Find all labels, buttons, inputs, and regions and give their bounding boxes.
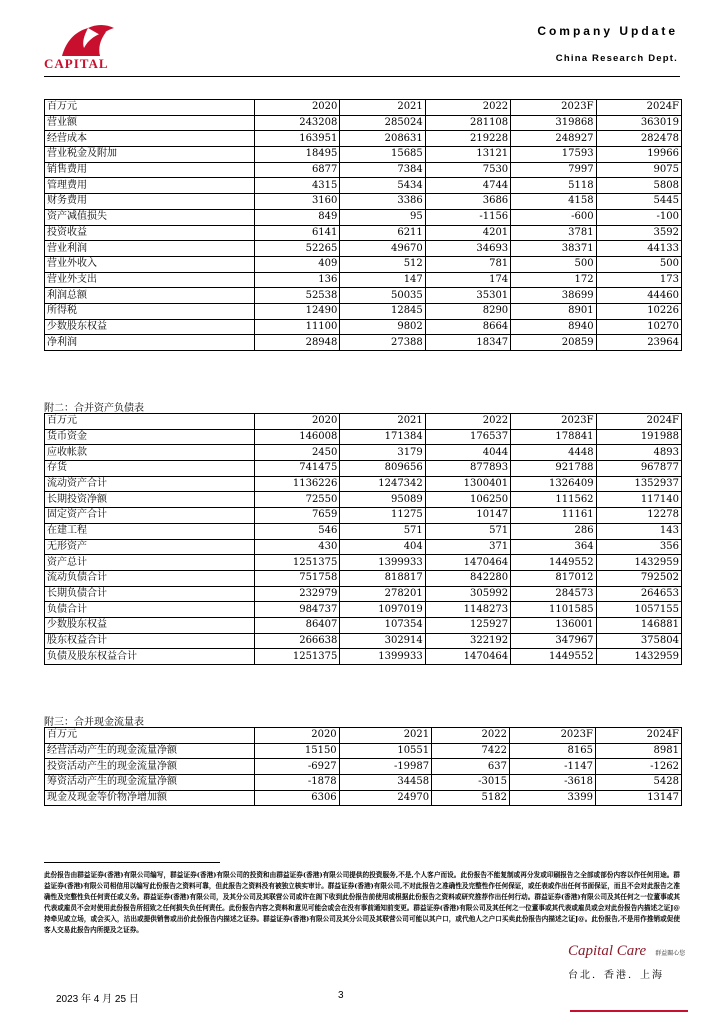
table-cell: 107354 <box>340 617 425 633</box>
table-cell: 8940 <box>511 319 596 335</box>
table-cell: 1251375 <box>255 649 340 665</box>
table-cell: 49670 <box>340 241 425 257</box>
table-cell: 38371 <box>511 241 596 257</box>
year-header: 2020 <box>255 414 340 430</box>
year-header: 2020 <box>255 100 340 116</box>
table-row <box>45 225 682 241</box>
capital-bird-icon <box>44 22 134 58</box>
table-cell: 3781 <box>511 225 596 241</box>
row-label: 营业税金及附加 <box>45 147 255 163</box>
table-row <box>45 633 682 649</box>
table-cell: 7530 <box>425 162 510 178</box>
year-header: 2022 <box>425 414 510 430</box>
row-label: 经营活动产生的现金流量净额 <box>45 743 255 759</box>
unit-label: 百万元 <box>45 728 255 744</box>
row-label: 营业额 <box>45 115 255 131</box>
footnote-divider <box>44 862 220 863</box>
table-row <box>45 649 682 665</box>
row-label: 筹资活动产生的现金流量净额 <box>45 775 255 791</box>
table-cell: 174 <box>425 272 510 288</box>
row-label: 存货 <box>45 461 255 477</box>
table-cell: 741475 <box>255 461 340 477</box>
table-cell: 967877 <box>596 461 681 477</box>
table-cell: 95089 <box>340 492 425 508</box>
table-cell: 817012 <box>511 570 596 586</box>
table-cell: 13121 <box>425 147 510 163</box>
table-cell: 5434 <box>340 178 425 194</box>
table-cell: -600 <box>511 209 596 225</box>
table-cell: 356 <box>596 539 681 555</box>
brand-cities: 台北．香港．上海 <box>568 970 664 981</box>
table-cell: 3686 <box>425 194 510 210</box>
table-cell: 27388 <box>340 335 425 351</box>
table-cell: 52265 <box>255 241 340 257</box>
row-label: 现金及现金等价物净增加额 <box>45 790 255 806</box>
disclaimer-text: 此份报告由群益证券(香港)有限公司编写，群益证券(香港)有限公司的投资和由群益证券(香港)有限公司提供的投资服务,不是,个人客户而设。此份报告不能复制或再分发或印刷报告之全部或部份内容以作任何用途。群益证券(香港)有限公司相信用以编写此份报告之资料可靠，但此报告之资料没有被独立核实审计。群益证券(香港)有限公司,不对此报告之准确性及完整性作任何保证，或任表或作出任何书面保证，而且不会对此报告之准确性及完整性负任何责任或义务。群益证券(香港)有限公司，及其分公司及其联营公司或许在阁下收到此份报告前使用或根据此份报告之资料或研究推荐作出任何行动。群益证券(香港)有限公司及其任何之一位董事或其代表或雇员不会对使用此份报告所招致之任何损失负任何责任。此份报告内容之资料和意见可能会或会在没有事前通知前变更。群益证券(香港)有限公司及其任何之一位董事或其代表或雇员或会对此份报告内描述之证J@持牵见或立场，或会买入，沽出或提供销售或出价此份报告内描述之证券。群益证券(香港)有限公司及其分公司及其联营公司可能以其户口，或代他人之户口买卖此份报告内描述之证J@。此份报告,不是用作推销或促使客人交易此报告内所提及之证券。 <box>44 871 680 934</box>
table-cell: 4158 <box>511 194 596 210</box>
table-cell: 5445 <box>596 194 681 210</box>
row-label: 流动负债合计 <box>45 570 255 586</box>
table-cell: 3160 <box>255 194 340 210</box>
table-row <box>45 570 682 586</box>
table-cell: 219228 <box>425 131 510 147</box>
row-label: 投资收益 <box>45 225 255 241</box>
table-cell: 4448 <box>511 445 596 461</box>
table-cell: 44460 <box>596 288 681 304</box>
table-cell: 500 <box>596 256 681 272</box>
table-cell: 13147 <box>595 790 681 806</box>
table-cell: 849 <box>255 209 340 225</box>
table-cell: 322192 <box>425 633 510 649</box>
table-cell: 15150 <box>255 743 340 759</box>
brand-script: Capital Care <box>568 943 647 959</box>
table-row <box>45 461 682 477</box>
table-cell: -19987 <box>339 759 431 775</box>
table-cell: 571 <box>340 523 425 539</box>
table-row <box>45 256 682 272</box>
table-row <box>45 335 682 351</box>
year-header: 2021 <box>339 728 431 744</box>
table-cell: 3386 <box>340 194 425 210</box>
table-cell: 173 <box>596 272 681 288</box>
table-cell: 72550 <box>255 492 340 508</box>
table-cell: 1449552 <box>511 649 596 665</box>
table-cell: 278201 <box>340 586 425 602</box>
header-subtitle: China Research Dept. <box>555 53 678 64</box>
header-divider <box>44 76 680 77</box>
row-label: 经营成本 <box>45 131 255 147</box>
table-cell: 1432959 <box>596 555 681 571</box>
table-cell: 512 <box>340 256 425 272</box>
table-cell: 243208 <box>255 115 340 131</box>
table-row <box>45 319 682 335</box>
table-cell: 921788 <box>511 461 596 477</box>
balance-sheet-table <box>44 413 682 665</box>
table-cell: 3592 <box>596 225 681 241</box>
table-cell: 5428 <box>595 775 681 791</box>
table-cell: 5118 <box>511 178 596 194</box>
header-title: Company Update <box>537 24 678 38</box>
balance-sheet-title: 附二：合并资产负债表 <box>44 403 144 414</box>
row-label: 长期负债合计 <box>45 586 255 602</box>
table-cell: 409 <box>255 256 340 272</box>
table-cell: 35301 <box>425 288 510 304</box>
table-row <box>45 147 682 163</box>
table-cell: 1352937 <box>596 476 681 492</box>
table-cell: 364 <box>511 539 596 555</box>
table-cell: 18347 <box>425 335 510 351</box>
table-row <box>45 790 682 806</box>
table-cell: 23964 <box>596 335 681 351</box>
row-label: 资产减值损失 <box>45 209 255 225</box>
table-cell: 5182 <box>432 790 510 806</box>
table-cell: 8981 <box>595 743 681 759</box>
table-cell: 818817 <box>340 570 425 586</box>
row-label: 财务费用 <box>45 194 255 210</box>
table-cell: 7384 <box>340 162 425 178</box>
table-cell: 7997 <box>511 162 596 178</box>
table-cell: 8165 <box>509 743 595 759</box>
table-row <box>45 602 682 618</box>
table-row <box>45 759 682 775</box>
table-cell: 4893 <box>596 445 681 461</box>
table-cell: 172 <box>511 272 596 288</box>
table-cell: 1097019 <box>340 602 425 618</box>
unit-label: 百万元 <box>45 100 255 116</box>
table-cell: 10226 <box>596 303 681 319</box>
table-cell: 50035 <box>340 288 425 304</box>
table-cell: 136 <box>255 272 340 288</box>
year-header: 2022 <box>425 100 510 116</box>
table-cell: 1470464 <box>425 649 510 665</box>
table-cell: 163951 <box>255 131 340 147</box>
table-row <box>45 539 682 555</box>
table-row <box>45 617 682 633</box>
logo-text: CAPITAL <box>44 56 109 71</box>
table-cell: 44133 <box>596 241 681 257</box>
table-cell: 266638 <box>255 633 340 649</box>
table-cell: 371 <box>425 539 510 555</box>
table-cell: 11161 <box>511 508 596 524</box>
table-cell: -1878 <box>255 775 340 791</box>
table-header-row <box>45 728 682 744</box>
table-row <box>45 162 682 178</box>
table-cell: 10551 <box>339 743 431 759</box>
table-cell: 147 <box>340 272 425 288</box>
table-cell: -1147 <box>509 759 595 775</box>
table-row <box>45 178 682 194</box>
table-cell: 248927 <box>511 131 596 147</box>
table-cell: 1470464 <box>425 555 510 571</box>
row-label: 货币资金 <box>45 429 255 445</box>
table-cell: 1101585 <box>511 602 596 618</box>
table-cell: 208631 <box>340 131 425 147</box>
cashflow-title: 附三：合并现金流量表 <box>44 717 144 728</box>
year-header: 2022 <box>432 728 510 744</box>
table-cell: 18495 <box>255 147 340 163</box>
table-cell: 86407 <box>255 617 340 633</box>
table-cell: 792502 <box>596 570 681 586</box>
year-header: 2024F <box>596 414 681 430</box>
table-cell: 12490 <box>255 303 340 319</box>
table-cell: 11100 <box>255 319 340 335</box>
row-label: 净利润 <box>45 335 255 351</box>
table-cell: 1251375 <box>255 555 340 571</box>
row-label: 负债及股东权益合计 <box>45 649 255 665</box>
table-row <box>45 775 682 791</box>
table-row <box>45 743 682 759</box>
table-cell: 117140 <box>596 492 681 508</box>
row-label: 流动资产合计 <box>45 476 255 492</box>
table-row <box>45 115 682 131</box>
table-cell: 10270 <box>596 319 681 335</box>
table-cell: 20859 <box>511 335 596 351</box>
table-cell: 305992 <box>425 586 510 602</box>
table-cell: 11275 <box>340 508 425 524</box>
year-header: 2023F <box>511 414 596 430</box>
table-cell: 34693 <box>425 241 510 257</box>
table-cell: -3015 <box>432 775 510 791</box>
report-date: 2023 年 4 月 25 日 <box>56 994 139 1005</box>
table-cell: 19966 <box>596 147 681 163</box>
row-label: 应收帐款 <box>45 445 255 461</box>
year-header: 2020 <box>255 728 340 744</box>
year-header: 2024F <box>596 100 681 116</box>
table-cell: 4744 <box>425 178 510 194</box>
footer-brand <box>568 940 688 981</box>
table-cell: 38699 <box>511 288 596 304</box>
table-cell: 284573 <box>511 586 596 602</box>
row-label: 营业外收入 <box>45 256 255 272</box>
table-cell: 1057155 <box>596 602 681 618</box>
table-cell: 1326409 <box>511 476 596 492</box>
table-cell: 319868 <box>511 115 596 131</box>
row-label: 管理费用 <box>45 178 255 194</box>
row-label: 少数股东权益 <box>45 319 255 335</box>
table-cell: 111562 <box>511 492 596 508</box>
table-cell: 404 <box>340 539 425 555</box>
table-row <box>45 209 682 225</box>
table-row <box>45 303 682 319</box>
table-cell: 9802 <box>340 319 425 335</box>
table-cell: 28948 <box>255 335 340 351</box>
brand-tagline: 群益關心您 <box>655 950 686 957</box>
table-row <box>45 241 682 257</box>
table-cell: 8290 <box>425 303 510 319</box>
table-cell: 5808 <box>596 178 681 194</box>
table-cell: 95 <box>340 209 425 225</box>
table-cell: 4044 <box>425 445 510 461</box>
table-cell: 17593 <box>511 147 596 163</box>
table-cell: 877893 <box>425 461 510 477</box>
table-cell: 1432959 <box>596 649 681 665</box>
table-cell: 6877 <box>255 162 340 178</box>
row-label: 利润总额 <box>45 288 255 304</box>
cashflow-table <box>44 727 682 806</box>
table-cell: 7422 <box>432 743 510 759</box>
table-cell: 7659 <box>255 508 340 524</box>
table-row <box>45 272 682 288</box>
table-cell: 232979 <box>255 586 340 602</box>
year-header: 2023F <box>511 100 596 116</box>
table-cell: 363019 <box>596 115 681 131</box>
table-row <box>45 523 682 539</box>
table-cell: 375804 <box>596 633 681 649</box>
table-cell: 571 <box>425 523 510 539</box>
row-label: 在建工程 <box>45 523 255 539</box>
table-cell: 264653 <box>596 586 681 602</box>
table-cell: 3179 <box>340 445 425 461</box>
table-cell: 8901 <box>511 303 596 319</box>
table-cell: 302914 <box>340 633 425 649</box>
table-cell: 4201 <box>425 225 510 241</box>
row-label: 所得税 <box>45 303 255 319</box>
table-cell: 176537 <box>425 429 510 445</box>
table-cell: 285024 <box>340 115 425 131</box>
row-label: 营业外支出 <box>45 272 255 288</box>
table-row <box>45 445 682 461</box>
row-label: 负债合计 <box>45 602 255 618</box>
row-label: 销售费用 <box>45 162 255 178</box>
table-cell: -6927 <box>255 759 340 775</box>
table-row <box>45 508 682 524</box>
footer-accent-line <box>570 1010 688 1012</box>
table-cell: 637 <box>432 759 510 775</box>
table-cell: 347967 <box>511 633 596 649</box>
table-row <box>45 131 682 147</box>
table-cell: 2450 <box>255 445 340 461</box>
table-cell: 1148273 <box>425 602 510 618</box>
table-cell: 106250 <box>425 492 510 508</box>
table-cell: 8664 <box>425 319 510 335</box>
table-cell: 136001 <box>511 617 596 633</box>
table-header-row <box>45 100 682 116</box>
table-cell: 1399933 <box>340 555 425 571</box>
table-cell: 125927 <box>425 617 510 633</box>
table-cell: 24970 <box>339 790 431 806</box>
table-cell: 171384 <box>340 429 425 445</box>
table-cell: 1300401 <box>425 476 510 492</box>
table-cell: 52538 <box>255 288 340 304</box>
row-label: 投资活动产生的现金流量净额 <box>45 759 255 775</box>
table-cell: 1136226 <box>255 476 340 492</box>
table-row <box>45 194 682 210</box>
income-statement-table <box>44 99 682 351</box>
table-cell: 842280 <box>425 570 510 586</box>
table-cell: 751758 <box>255 570 340 586</box>
table-row <box>45 429 682 445</box>
table-cell: 9075 <box>596 162 681 178</box>
table-cell: 286 <box>511 523 596 539</box>
table-cell: 146881 <box>596 617 681 633</box>
row-label: 营业利润 <box>45 241 255 257</box>
table-cell: 6306 <box>255 790 340 806</box>
table-row <box>45 492 682 508</box>
table-cell: 984737 <box>255 602 340 618</box>
table-cell: 10147 <box>425 508 510 524</box>
table-cell: 809656 <box>340 461 425 477</box>
year-header: 2021 <box>340 414 425 430</box>
table-cell: 500 <box>511 256 596 272</box>
table-cell: 146008 <box>255 429 340 445</box>
table-cell: 15685 <box>340 147 425 163</box>
table-cell: 12845 <box>340 303 425 319</box>
table-cell: 143 <box>596 523 681 539</box>
row-label: 长期投资净额 <box>45 492 255 508</box>
table-cell: -100 <box>596 209 681 225</box>
row-label: 股东权益合计 <box>45 633 255 649</box>
table-row <box>45 555 682 571</box>
table-row <box>45 586 682 602</box>
table-header-row <box>45 414 682 430</box>
table-cell: 1399933 <box>340 649 425 665</box>
table-cell: 34458 <box>339 775 431 791</box>
table-cell: -3618 <box>509 775 595 791</box>
table-cell: 191988 <box>596 429 681 445</box>
table-row <box>45 476 682 492</box>
year-header: 2021 <box>340 100 425 116</box>
table-cell: 281108 <box>425 115 510 131</box>
table-cell: 282478 <box>596 131 681 147</box>
table-cell: 6211 <box>340 225 425 241</box>
table-cell: 1247342 <box>340 476 425 492</box>
table-cell: 4315 <box>255 178 340 194</box>
table-cell: 781 <box>425 256 510 272</box>
table-cell: 546 <box>255 523 340 539</box>
table-cell: 178841 <box>511 429 596 445</box>
table-cell: -1262 <box>595 759 681 775</box>
year-header: 2023F <box>509 728 595 744</box>
table-cell: 3399 <box>509 790 595 806</box>
year-header: 2024F <box>595 728 681 744</box>
table-cell: 12278 <box>596 508 681 524</box>
table-row <box>45 288 682 304</box>
table-cell: 1449552 <box>511 555 596 571</box>
row-label: 固定资产合计 <box>45 508 255 524</box>
unit-label: 百万元 <box>45 414 255 430</box>
table-cell: -1156 <box>425 209 510 225</box>
table-cell: 430 <box>255 539 340 555</box>
row-label: 少数股东权益 <box>45 617 255 633</box>
row-label: 无形资产 <box>45 539 255 555</box>
page-number: 3 <box>338 990 344 1001</box>
table-cell: 6141 <box>255 225 340 241</box>
row-label: 资产总计 <box>45 555 255 571</box>
capital-logo <box>44 22 134 74</box>
